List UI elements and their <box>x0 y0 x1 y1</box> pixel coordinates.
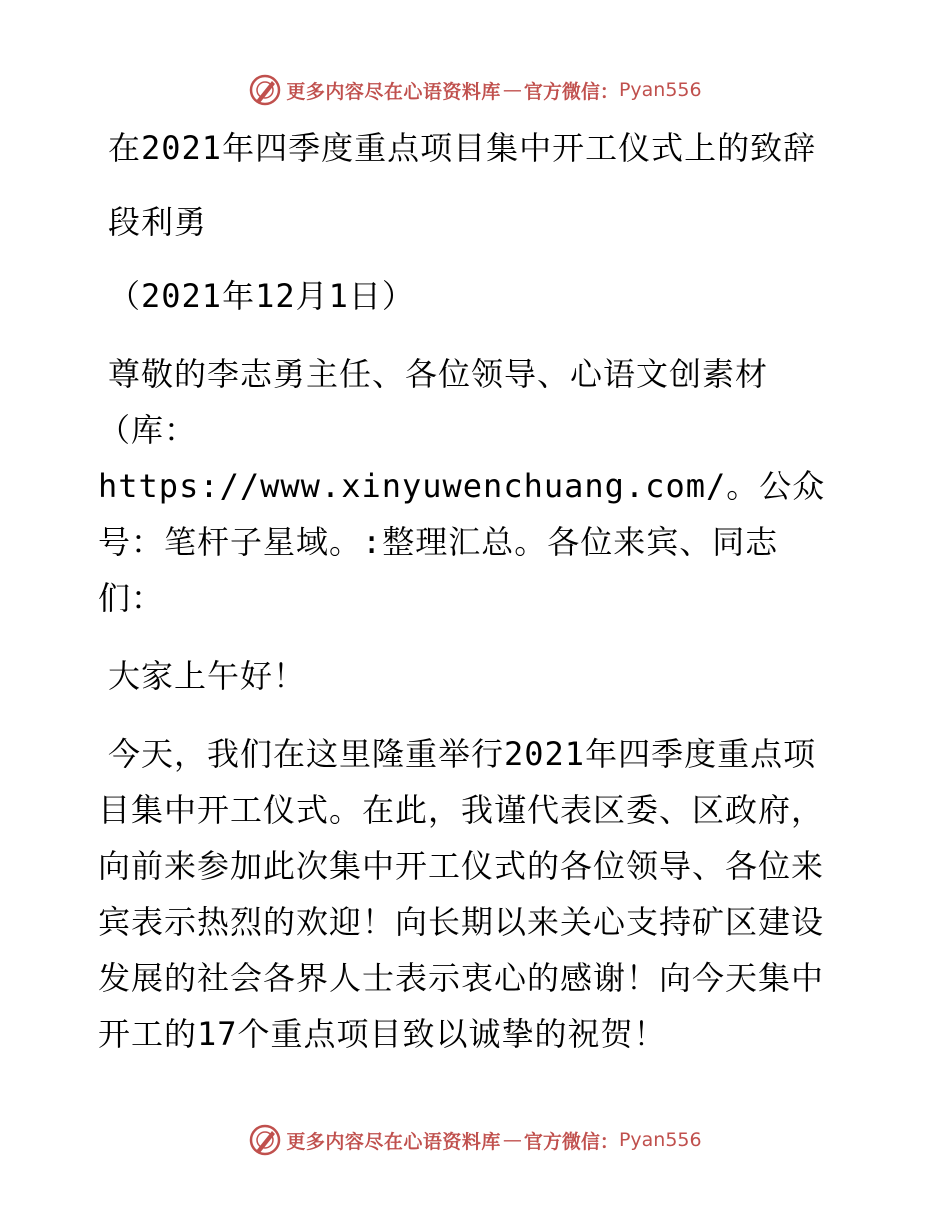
banner-separator: — <box>502 79 522 101</box>
banner-wechat-id: Pyan556 <box>618 79 702 101</box>
document-author: 段利勇 <box>108 203 208 241</box>
salutation-block <box>98 346 858 626</box>
paragraph-line: 开工的17个重点项目致以诚挚的祝贺！ <box>98 1015 667 1053</box>
paragraph-line: 发展的社会各界人士表示衷心的感谢！向今天集中 <box>98 959 825 997</box>
document-body <box>98 120 858 1062</box>
banner-wechat-label: 官方微信： <box>523 80 619 103</box>
banner-brand: 更多内容尽在心语资料库 <box>286 1130 501 1153</box>
banner-brand: 更多内容尽在心语资料库 <box>286 80 501 103</box>
salutation-line: （库：https://www.xinyuwenchuang.com/。公众 <box>98 411 826 505</box>
paragraph-line: 向前来参加此次集中开工仪式的各位领导、各位来 <box>98 847 825 885</box>
salutation-line: 尊敬的李志勇主任、各位领导、心语文创素材 <box>108 355 769 393</box>
header-banner <box>0 70 950 110</box>
paragraph-block <box>98 726 858 1062</box>
footer-banner <box>0 1120 950 1160</box>
salutation-line: 们： <box>98 579 165 617</box>
pen-logo-icon <box>248 73 282 107</box>
banner-separator: — <box>502 1129 522 1151</box>
pen-logo-icon <box>248 1123 282 1157</box>
greeting: 大家上午好！ <box>108 657 307 695</box>
document-date: （2021年12月1日） <box>108 277 415 315</box>
paragraph-line: 宾表示热烈的欢迎！向长期以来关心支持矿区建设 <box>98 903 825 941</box>
banner-wechat-id: Pyan556 <box>618 1129 702 1151</box>
salutation-line: 号：笔杆子星域。:整理汇总。各位来宾、同志 <box>98 523 779 561</box>
banner-wechat-label: 官方微信： <box>523 1130 619 1153</box>
paragraph-line: 今天，我们在这里隆重举行2021年四季度重点项 <box>108 735 817 773</box>
document-title: 在2021年四季度重点项目集中开工仪式上的致辞 <box>108 129 817 167</box>
paragraph-line: 目集中开工仪式。在此，我谨代表区委、区政府， <box>98 791 825 829</box>
